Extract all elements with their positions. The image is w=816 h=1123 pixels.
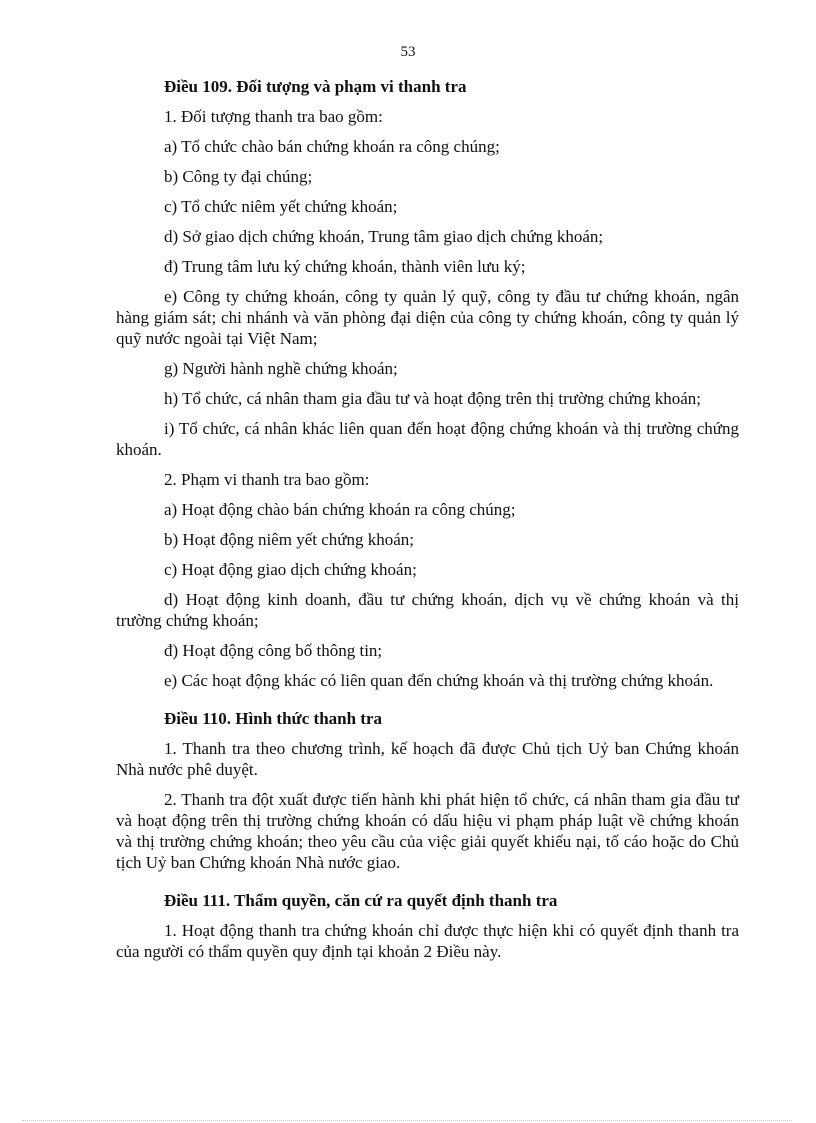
page-number: 53 (400, 44, 416, 60)
paragraph: a) Hoạt động chào bán chứng khoán ra công chúng; (164, 500, 516, 519)
paragraph: i) Tổ chức, cá nhân khác liên quan đến hoạt động chứng khoán và thị trường chứng khoán. (116, 419, 739, 459)
paragraph: e) Công ty chứng khoán, công ty quản lý quỹ, công ty đầu tư chứng khoán, ngân hàng giám sát; chi nhánh và văn phòng đại diện của công ty chứng khoán, công ty quản lý quỹ nước ngoài tại Việt Nam; (116, 287, 739, 348)
page-bottom-divider (22, 1120, 792, 1121)
paragraph: h) Tổ chức, cá nhân tham gia đầu tư và hoạt động trên thị trường chứng khoán; (164, 389, 701, 408)
paragraph: 1. Đối tượng thanh tra bao gồm: (164, 107, 383, 126)
paragraph: d) Hoạt động kinh doanh, đầu tư chứng khoán, dịch vụ về chứng khoán và thị trường chứng khoán; (116, 590, 739, 630)
article-110-heading: Điều 110. Hình thức thanh tra (164, 709, 383, 728)
paragraph: đ) Hoạt động công bố thông tin; (164, 641, 383, 660)
paragraph: b) Công ty đại chúng; (164, 167, 313, 186)
article-111-heading: Điều 111. Thẩm quyền, căn cứ ra quyết định thanh tra (164, 891, 558, 910)
paragraph: b) Hoạt động niêm yết chứng khoán; (164, 530, 414, 549)
paragraph: 2. Thanh tra đột xuất được tiến hành khi phát hiện tổ chức, cá nhân tham gia đầu tư và hoạt động trên thị trường chứng khoán có dấu hiệu vi phạm pháp luật về chứng khoán và thị trường chứng khoán; theo yêu cầu của việc giải quyết khiếu nại, tố cáo hoặc do Chủ tịch Uỷ ban Chứng khoán Nhà nước giao. (116, 790, 739, 872)
paragraph: e) Các hoạt động khác có liên quan đến chứng khoán và thị trường chứng khoán. (164, 671, 714, 690)
paragraph: c) Tổ chức niêm yết chứng khoán; (164, 197, 398, 216)
article-109-heading: Điều 109. Đối tượng và phạm vi thanh tra (164, 77, 467, 96)
paragraph: a) Tổ chức chào bán chứng khoán ra công chúng; (164, 137, 500, 156)
document-body (116, 74, 739, 971)
paragraph: 1. Thanh tra theo chương trình, kế hoạch đã được Chủ tịch Uỷ ban Chứng khoán Nhà nước phê duyệt. (116, 739, 739, 779)
paragraph: d) Sở giao dịch chứng khoán, Trung tâm giao dịch chứng khoán; (164, 227, 604, 246)
paragraph: g) Người hành nghề chứng khoán; (164, 359, 398, 378)
paragraph: đ) Trung tâm lưu ký chứng khoán, thành viên lưu ký; (164, 257, 526, 276)
paragraph: 2. Phạm vi thanh tra bao gồm: (164, 470, 370, 489)
paragraph: c) Hoạt động giao dịch chứng khoán; (164, 560, 417, 579)
paragraph: 1. Hoạt động thanh tra chứng khoán chỉ được thực hiện khi có quyết định thanh tra của người có thẩm quyền quy định tại khoản 2 Điều này. (116, 921, 739, 961)
